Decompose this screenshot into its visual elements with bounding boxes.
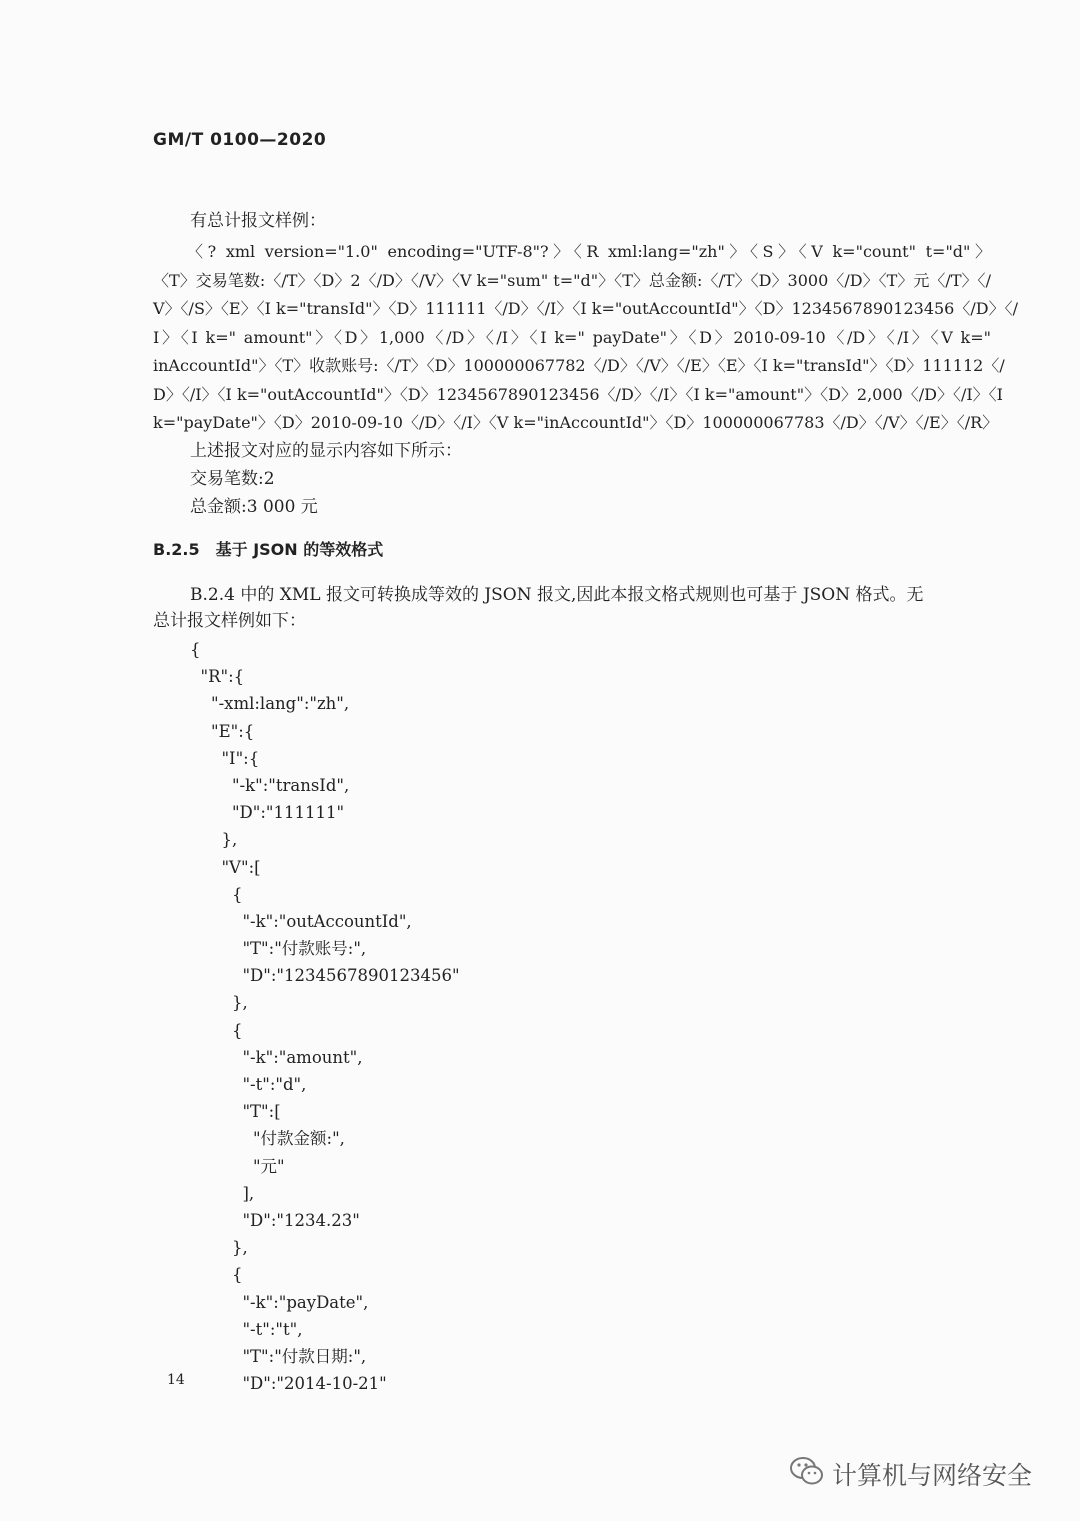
json-line: "-k":"outAccountId",: [190, 911, 412, 931]
json-line: "-t":"t",: [190, 1319, 303, 1339]
display-line-count: 交易笔数:2: [190, 469, 275, 489]
watermark-text: 计算机与网络安全: [832, 1461, 1033, 1490]
json-line: },: [190, 1238, 248, 1258]
json-line: {: [190, 884, 243, 904]
display-intro: 上述报文对应的显示内容如下所示：: [190, 441, 462, 461]
json-line: "付款金额:",: [190, 1129, 345, 1149]
xml-line: inAccountId"〉〈T〉收款账号:〈/T〉〈D〉100000067782〈/D〉〈/V〉〈/E〉〈E〉〈I k="transId"〉〈D〉111112〈/: [153, 356, 1005, 375]
wechat-icon: [790, 1456, 832, 1492]
json-line: "V":[: [190, 857, 261, 877]
xml-line: 〈? xml version="1.0" encoding="UTF-8"?〉〈R xml:lang="zh"〉〈S〉〈V k="count" t="d"〉: [187, 242, 991, 261]
json-line: "T":[: [190, 1102, 281, 1122]
json-line: "-k":"payDate",: [190, 1292, 369, 1312]
json-sample-block: [190, 636, 460, 1397]
xml-line: I〉〈I k=" amount"〉〈D〉1,000〈/D〉〈/I〉〈I k=" payDate"〉〈D〉2010-09-10〈/D〉〈/I〉〈V k=": [153, 327, 991, 347]
json-line: "T":"付款日期:",: [190, 1346, 367, 1366]
sample-heading: 有总计报文样例：: [190, 211, 326, 231]
json-line: "D":"111111": [190, 803, 345, 823]
xml-line: k="payDate"〉〈D〉2010-09-10〈/D〉〈/I〉〈V k="inAccountId"〉〈D〉100000067783〈/D〉〈/V〉〈/E〉〈/R〉: [153, 413, 999, 432]
json-line: "D":"1234567890123456": [190, 966, 460, 986]
xml-line: V〉〈/S〉〈E〉〈I k="transId"〉〈D〉111111〈/D〉〈/I〉〈I k="outAccountId"〉〈D〉1234567890123456〈/D〉〈/: [153, 299, 1018, 318]
json-line: "E":{: [190, 721, 255, 741]
json-line: "-xml:lang":"zh",: [190, 694, 350, 714]
page-number: 14: [167, 1372, 185, 1388]
xml-line: D〉〈/I〉〈I k="outAccountId"〉〈D〉1234567890123456〈/D〉〈/I〉〈I k="amount"〉〈D〉2,000〈/D〉〈/I〉〈I: [153, 384, 1003, 404]
section-title: 基于 JSON 的等效格式: [215, 540, 384, 559]
json-line: "元": [190, 1156, 285, 1176]
section-paragraph-line: 总计报文样例如下：: [153, 611, 306, 631]
json-line: },: [190, 993, 248, 1013]
section-heading: [153, 537, 383, 560]
json-line: "-t":"d",: [190, 1075, 307, 1094]
json-line: "-k":"transId",: [190, 775, 350, 795]
json-line: {: [190, 1265, 243, 1285]
json-line: "D":"1234.23": [190, 1210, 360, 1230]
json-line: "R":{: [190, 667, 245, 687]
watermark: [790, 1456, 1032, 1492]
json-line: ],: [190, 1183, 255, 1203]
json-line: "D":"2014-10-21": [190, 1374, 387, 1394]
json-line: "-k":"amount",: [190, 1047, 363, 1067]
json-line: },: [190, 830, 238, 850]
json-line: {: [190, 1020, 243, 1040]
standard-code-header: GM/T 0100—2020: [153, 130, 327, 150]
json-line: "T":"付款账号:",: [190, 939, 367, 959]
section-paragraph-line: B.2.4 中的 XML 报文可转换成等效的 JSON 报文,因此本报文格式规则也可基于 JSON 格式。无: [190, 585, 924, 605]
section-number: B.2.5: [153, 540, 200, 559]
xml-line: 〈T〉交易笔数:〈/T〉〈D〉2〈/D〉〈/V〉〈V k="sum" t="d"〉〈T〉总金额:〈/T〉〈D〉3000〈/D〉〈T〉元〈/T〉〈/: [153, 270, 991, 290]
json-line: {: [190, 640, 201, 659]
display-line-sum: 总金额:3 000 元: [190, 497, 318, 517]
xml-sample-block: [153, 238, 1018, 438]
json-line: "I":{: [190, 748, 260, 768]
